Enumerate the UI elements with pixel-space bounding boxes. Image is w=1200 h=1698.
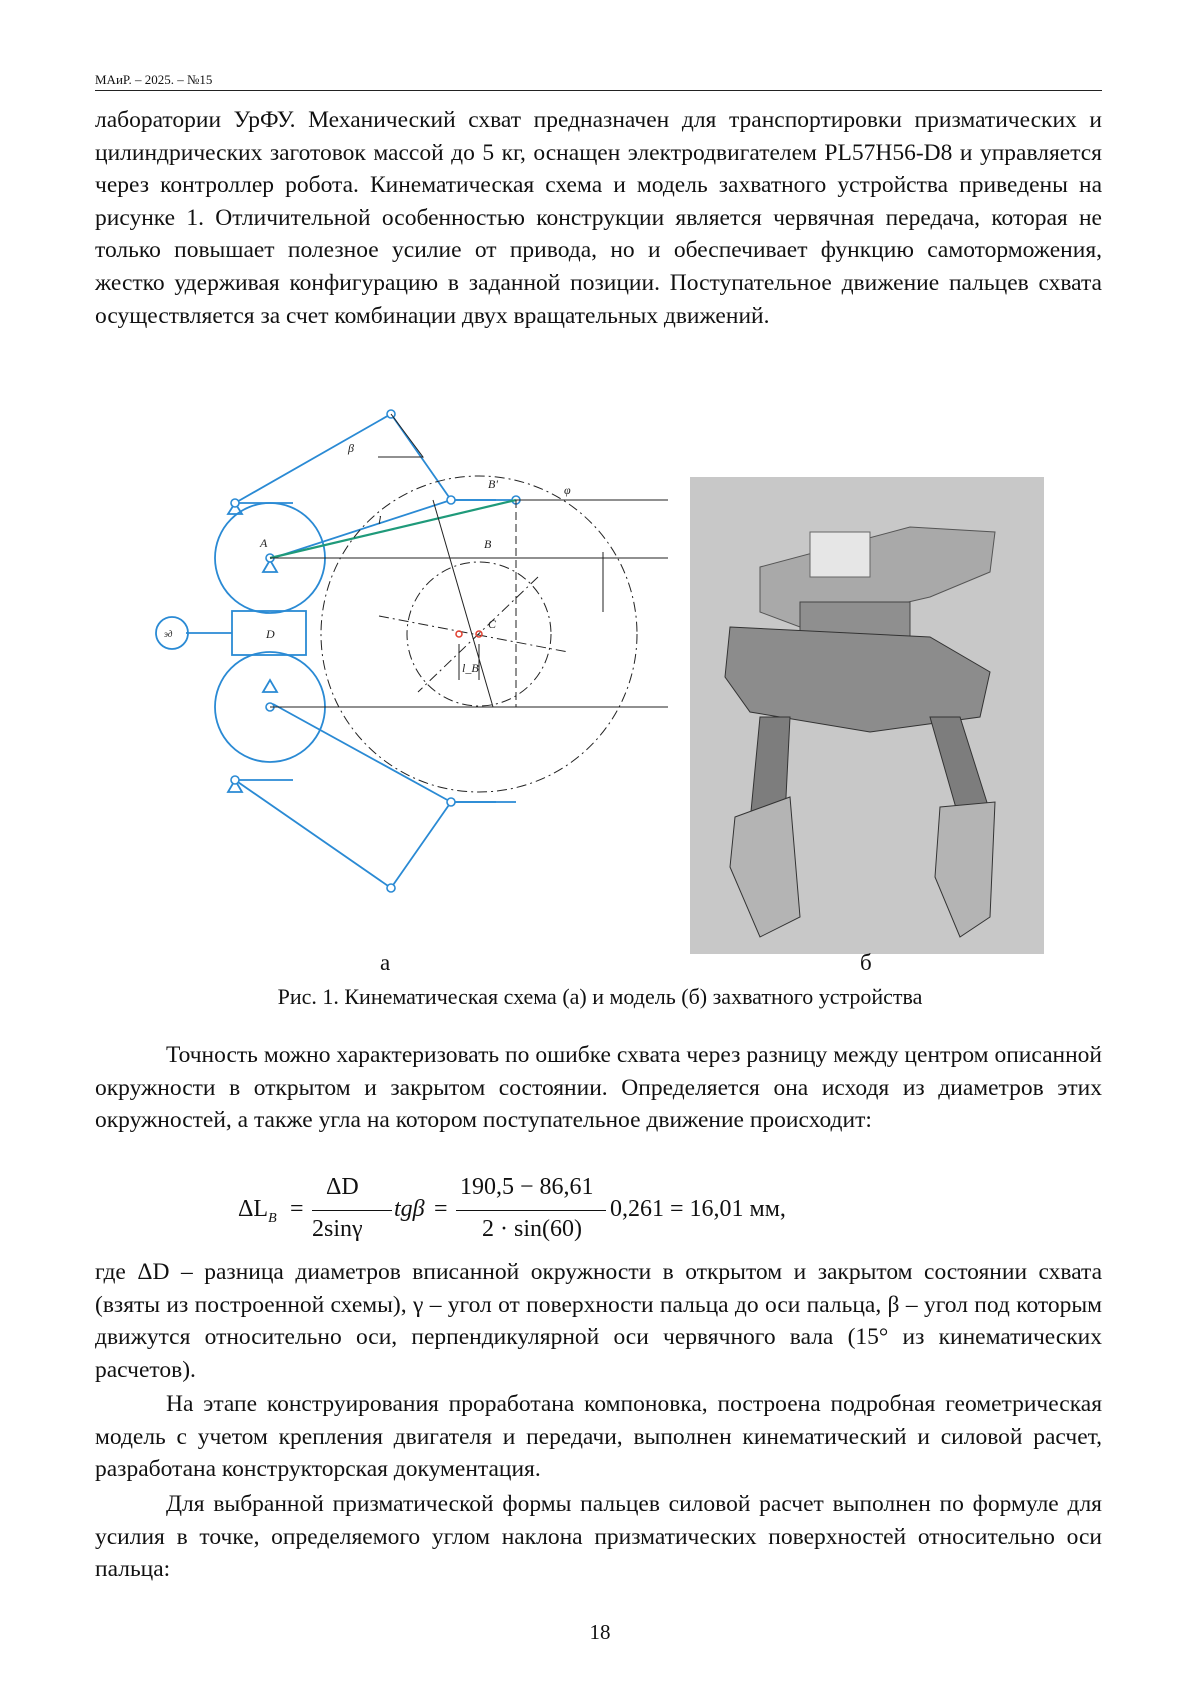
figure-caption: Рис. 1. Кинематическая схема (а) и модель (б) захватного устройства: [0, 984, 1200, 1010]
label-phi: φ: [564, 483, 571, 497]
formula-num2: 190,5 − 86,61: [460, 1174, 594, 1201]
formula-num1: ΔD: [326, 1174, 359, 1201]
formula-eq2: =: [434, 1196, 448, 1223]
paragraph-accuracy: Точность можно характеризовать по ошибке схвата через разницу между центром описанной окружности в открытом и закрытом состоянии. Определяется она исходя из диаметров этих окружностей, а также угла на котором поступательное движение происходит:: [95, 1039, 1102, 1137]
label-a: A: [259, 536, 268, 550]
formula-den2: 2 · sin(60): [482, 1216, 582, 1243]
gripper-3d-model: [690, 477, 1044, 954]
label-c: C: [488, 617, 497, 631]
formula-lhs: ΔL: [238, 1196, 268, 1222]
figure-label-b: б: [860, 950, 872, 976]
figure-label-a: а: [380, 950, 390, 976]
label-b-prime: B': [488, 477, 498, 491]
label-lb: l_B: [462, 661, 479, 675]
header-rule: [95, 90, 1102, 91]
paragraph-design: На этапе конструирования проработана компоновка, построена подробная геометрическая модель с учетом крепления двигателя и передачи, выполнен кинематический и силовой расчет, разработана конструкторская документация.: [95, 1388, 1102, 1486]
formula-den1: 2sinγ: [312, 1216, 363, 1243]
paragraph-where: где ΔD – разница диаметров вписанной окружности в открытом и закрытом состоянии схвата (взяты из построенной схемы), γ – угол от поверхности пальца до оси пальца, β – угол под которым движутся относительно оси, перпендикулярной оси червячного вала (15° из кинематических расчетов).: [95, 1256, 1102, 1386]
formula-tg: tgβ: [394, 1196, 425, 1223]
paragraph-force: Для выбранной призматической формы пальцев силовой расчет выполнен по формуле для усилия в точке, определяемого углом наклона призматических поверхностей относительно оси пальца:: [95, 1488, 1102, 1586]
label-l: l: [378, 513, 382, 527]
paragraph-intro: лаборатории УрФУ. Механический схват предназначен для транспортировки призматических и цилиндрических заготовок массой до 5 кг, оснащен электродвигателем PL57H56-D8 и управляется через контроллер робота. Кинематическая схема и модель захватного устройства приведены на рисунке 1. Отличительной особенностью конструкции является червячная передача, которая не только повышает полезное усилие от привода, но и обеспечивает функцию самоторможения, жестко удерживая конфигурацию в заданной позиции. Поступательное движение пальцев схвата осуществляется за счет комбинации двух вращательных движений.: [95, 104, 1102, 332]
formula-lhs-sub: B: [268, 1211, 277, 1226]
formula-frac2-line: [456, 1210, 606, 1211]
label-d: D: [265, 627, 275, 641]
label-beta: β: [347, 441, 354, 455]
formula-eq1: =: [290, 1196, 304, 1223]
journal-header: МАиР. – 2025. – №15: [95, 72, 212, 88]
label-motor: эд: [164, 629, 173, 639]
label-b: B: [484, 537, 492, 551]
page-number: 18: [0, 1620, 1200, 1645]
formula-rest: 0,261 = 16,01 мм,: [610, 1196, 786, 1223]
formula-delta-lb: [238, 1174, 878, 1250]
kinematic-scheme: [148, 402, 678, 958]
formula-frac1-line: [312, 1210, 392, 1211]
